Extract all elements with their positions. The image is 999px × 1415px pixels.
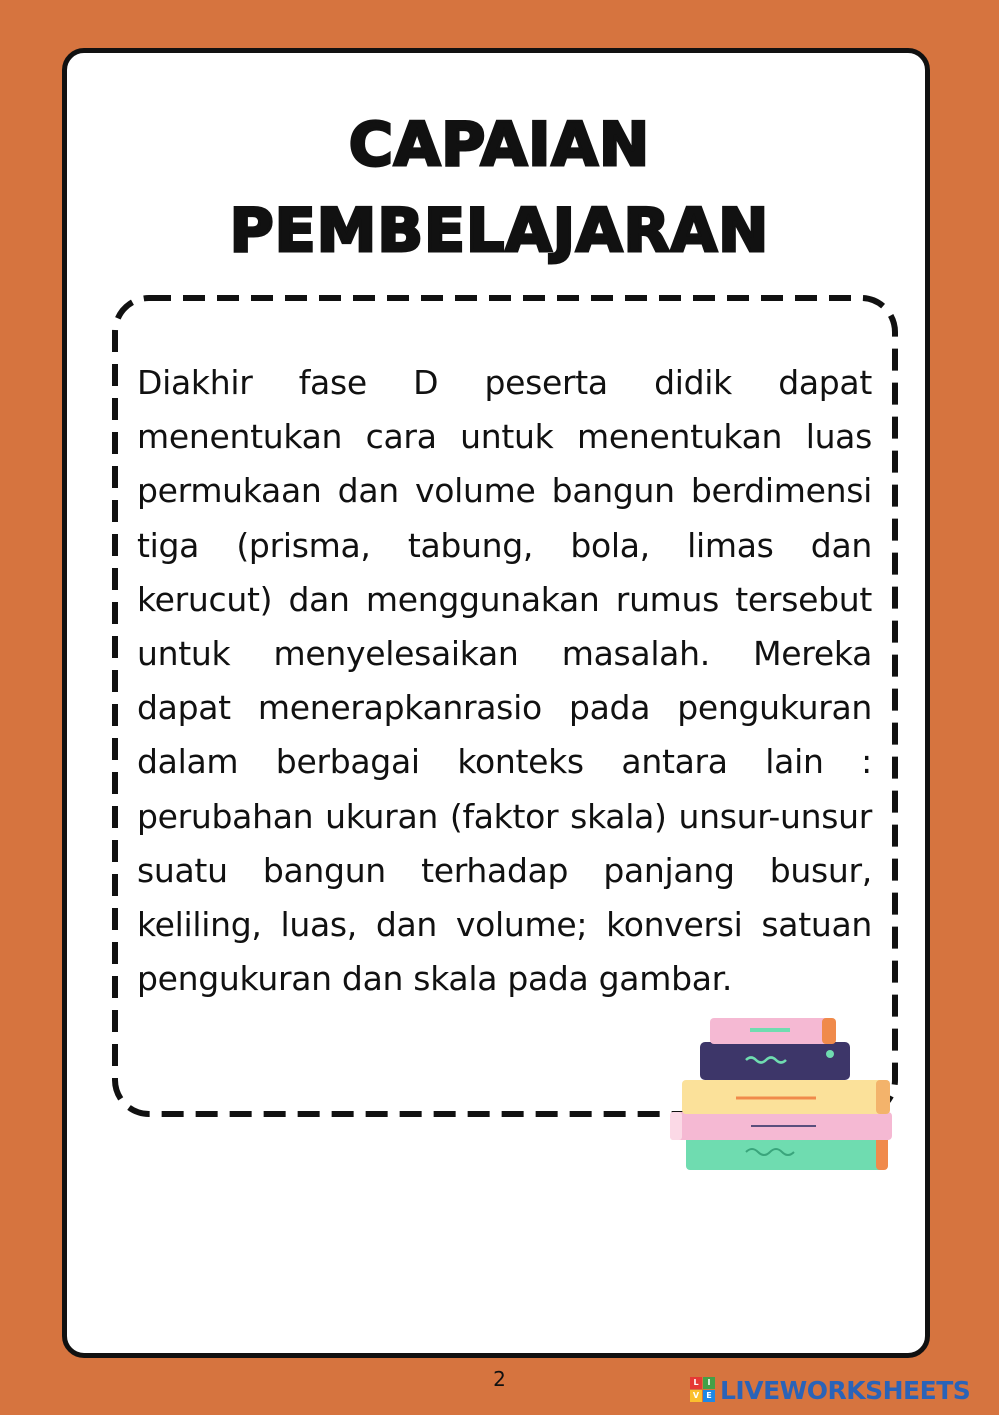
learning-outcome-text: Diakhir fase D peserta didik dapat menentukan cara untuk menentukan luas permukaan dan volume bangun berdimensi tiga (prisma, tabung, bola, limas dan kerucut) dan menggunakan rumus tersebut untuk menyelesaikan masalah. Mereka dapat menerapkanrasio pada pengukuran dalam berbagai konteks antara lain : perubahan ukuran (faktor skala) unsur-unsur suatu bangun terhadap panjang busur, keliling, luas, dan volume; konversi satuan pengukuran dan skala pada gambar.	[137, 363, 872, 999]
liveworksheets-logo-icon: L I V E	[690, 1377, 716, 1403]
title-line-1: CAPAIAN	[348, 110, 651, 180]
watermark-text: LIVEWORKSHEETS	[720, 1375, 971, 1405]
page-number: 2	[493, 1367, 506, 1391]
page-title	[0, 102, 999, 274]
title-line-2: PEMBELAJARAN	[229, 196, 770, 266]
liveworksheets-watermark[interactable]	[690, 1372, 970, 1408]
books-icon	[666, 1012, 902, 1174]
